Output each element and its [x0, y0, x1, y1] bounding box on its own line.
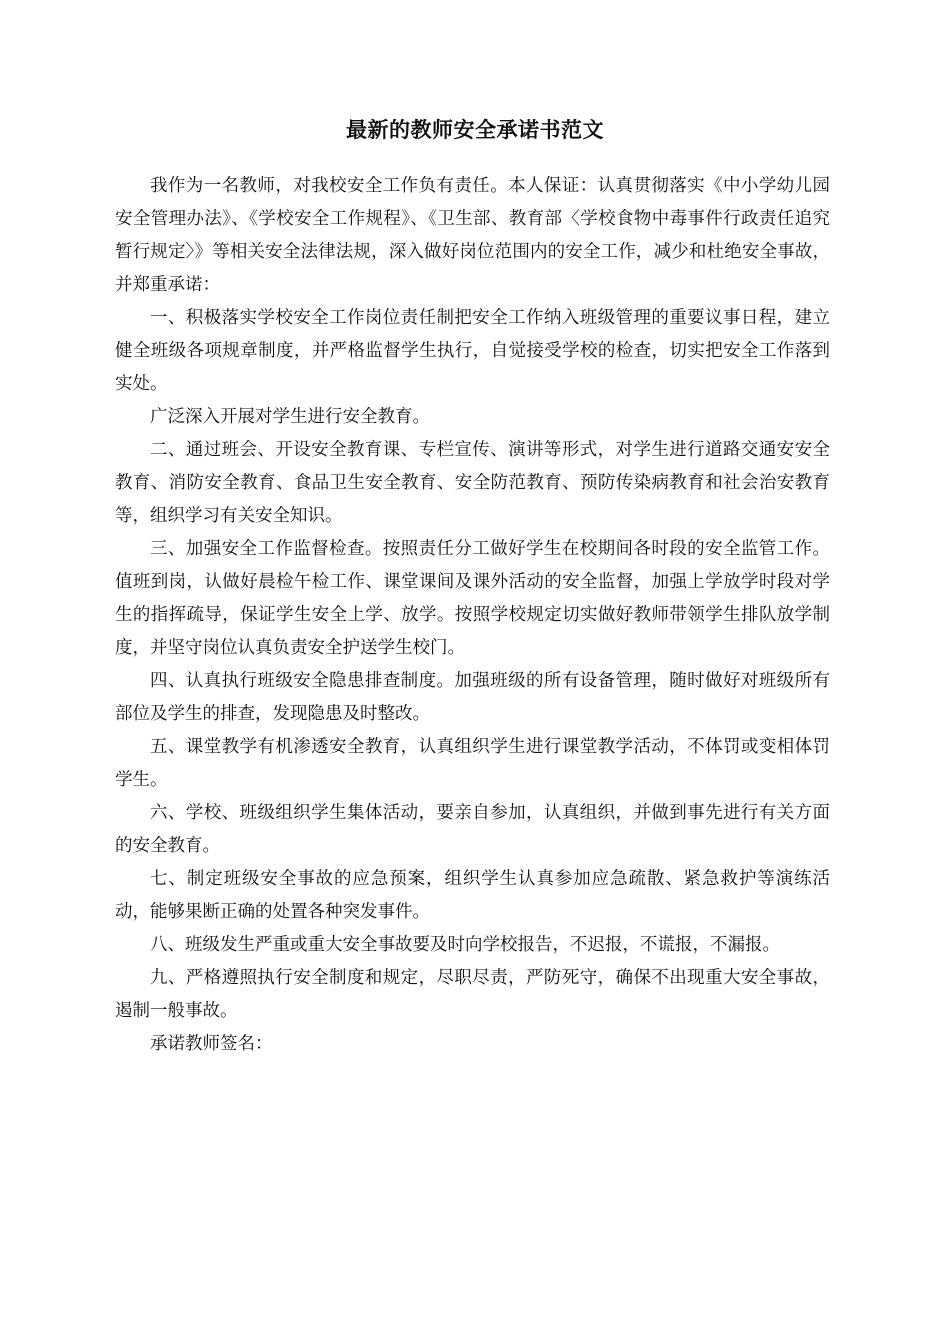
document-body	[115, 170, 830, 1061]
commitment-item-7: 七、制定班级安全事故的应急预案，组织学生认真参加应急疏散、紧急救护等演练活动，能够果断正确的处置各种突发事件。	[115, 869, 830, 922]
document-title: 最新的教师安全承诺书范文	[346, 118, 604, 142]
commitment-item-4: 四、认真执行班级安全隐患排查制度。加强班级的所有设备管理，随时做好对班级所有部位及学生的排查，发现隐患及时整改。	[115, 671, 830, 724]
commitment-item-5: 五、课堂教学有机渗透安全教育，认真组织学生进行课堂教学活动，不体罚或变相体罚学生。	[115, 737, 830, 790]
commitment-item-9: 九、严格遵照执行安全制度和规定，尽职尽责，严防死守，确保不出现重大安全事故，遏制一般事故。	[115, 968, 830, 1021]
signature-line: 承诺教师签名：	[150, 1034, 273, 1054]
commitment-item-1: 一、积极落实学校安全工作岗位责任制把安全工作纳入班级管理的重要议事日程，建立健全班级各项规章制度，并严格监督学生执行，自觉接受学校的检查，切实把安全工作落到实处。	[115, 308, 830, 394]
safety-education-paragraph: 广泛深入开展对学生进行安全教育。	[150, 407, 430, 427]
commitment-item-8: 八、班级发生严重或重大安全事故要及时向学校报告，不迟报，不谎报，不漏报。	[150, 935, 780, 955]
commitment-item-3: 三、加强安全工作监督检查。按照责任分工做好学生在校期间各时段的安全监管工作。值班到岗，认做好晨检午检工作、课堂课间及课外活动的安全监督，加强上学放学时段对学生的指挥疏导，保证学生安全上学、放学。按照学校规定切实做好教师带领学生排队放学制度，并坚守岗位认真负责安全护送学生校门。	[115, 539, 830, 658]
commitment-item-2: 二、通过班会、开设安全教育课、专栏宣传、演讲等形式，对学生进行道路交通安安全教育、消防安全教育、食品卫生安全教育、安全防范教育、预防传染病教育和社会治安教育等，组织学习有关安全知识。	[115, 440, 830, 526]
intro-paragraph: 我作为一名教师，对我校安全工作负有责任。本人保证：认真贯彻落实《中小学幼儿园安全管理办法》、《学校安全工作规程》、《卫生部、教育部〈学校食物中毒事件行政责任追究暂行规定〉》等相关安全法律法规，深入做好岗位范围内的安全工作，减少和杜绝安全事故，并郑重承诺：	[115, 176, 830, 295]
commitment-item-6: 六、学校、班级组织学生集体活动，要亲自参加，认真组织，并做到事先进行有关方面的安全教育。	[115, 803, 830, 856]
